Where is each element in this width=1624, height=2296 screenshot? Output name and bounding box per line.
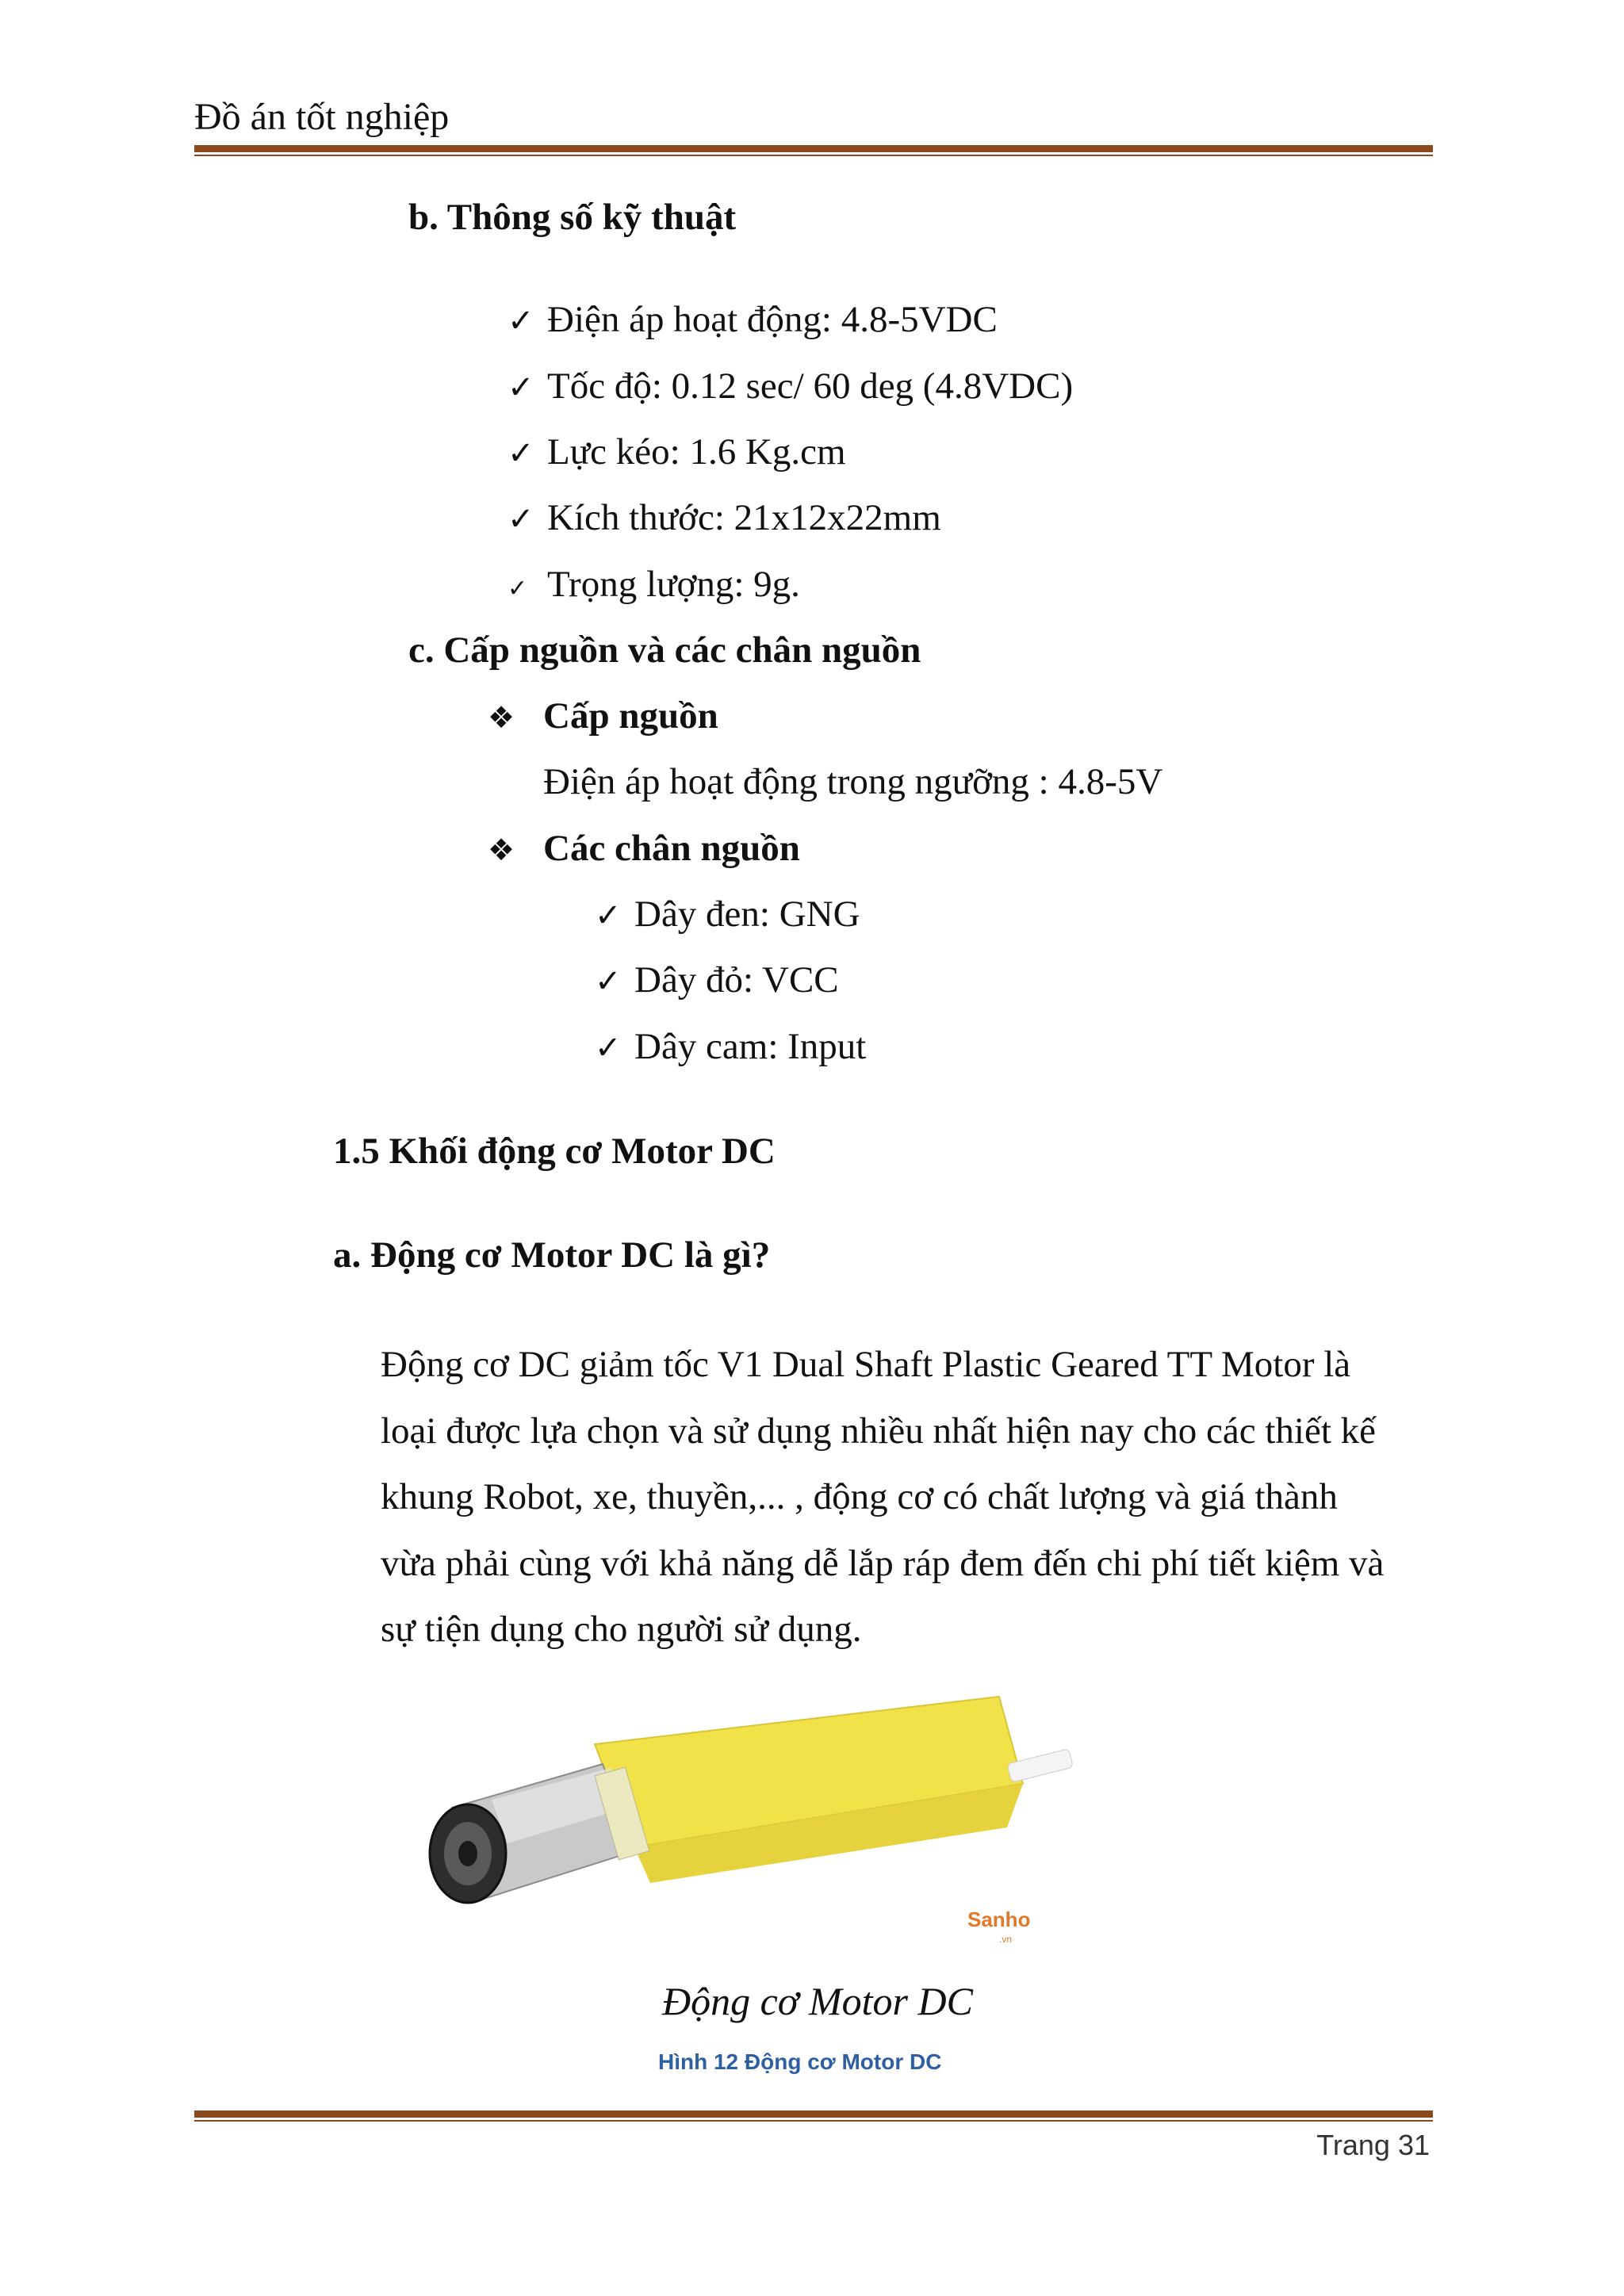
page-number: Trang 31 [1316, 2129, 1430, 2161]
power-text: Điện áp hoạt động trong ngưỡng : 4.8-5V [543, 761, 1163, 802]
pin-item [595, 1023, 866, 1072]
paragraph-line: loại được lựa chọn và sử dụng nhiều nhất hiện nay cho các thiết kế [381, 1410, 1377, 1452]
section-c-heading: c. Cấp nguồn và các chân nguồn [408, 629, 921, 671]
section-1-5-heading: 1.5 Khối động cơ Motor DC [333, 1131, 776, 1172]
header-title: Đồ án tốt nghiệp [194, 96, 450, 138]
header-rule-thick [194, 145, 1433, 152]
header-rule-thin [194, 155, 1433, 156]
pin-item-text: Dây đỏ: VCC [634, 959, 839, 1001]
pins-heading [488, 825, 800, 874]
figure-caption: Động cơ Motor DC [662, 1979, 973, 2023]
footer-rule-thin [194, 2120, 1433, 2122]
diamond-bullet-icon: ❖ [488, 832, 515, 867]
spec-item-text: Kích thước: 21x12x22mm [547, 497, 941, 538]
figure-label: Hình 12 Động cơ Motor DC [658, 2049, 942, 2074]
pin-item-text: Dây cam: Input [634, 1026, 867, 1067]
check-icon: ✓ [595, 897, 622, 934]
check-icon: ✓ [508, 369, 534, 406]
spec-item [508, 494, 941, 543]
check-icon: ✓ [595, 963, 622, 1000]
motor-image [396, 1689, 1094, 1950]
spec-item [508, 561, 800, 613]
check-icon: ✓ [508, 435, 534, 472]
check-icon: ✓ [508, 303, 534, 339]
diamond-bullet-icon: ❖ [488, 700, 515, 735]
spec-item-text: Điện áp hoạt động: 4.8-5VDC [547, 299, 998, 340]
section-a-heading: a. Động cơ Motor DC là gì? [333, 1234, 771, 1276]
check-icon: ✓ [508, 501, 534, 538]
pins-heading-text: Các chân nguồn [543, 828, 800, 869]
paragraph-line: vừa phải cùng với khả năng dễ lắp ráp đem đến chi phí tiết kiệm và [381, 1542, 1385, 1584]
pin-item-text: Dây đen: GNG [634, 894, 860, 935]
spec-item-text: Trọng lượng: 9g. [547, 564, 800, 605]
power-heading-text: Cấp nguồn [543, 695, 718, 737]
power-heading [488, 692, 718, 741]
check-icon: ✓ [508, 575, 528, 603]
paragraph-line: sự tiện dụng cho người sử dụng. [381, 1609, 862, 1650]
watermark-text: Sanho [967, 1908, 1031, 1931]
description-paragraph [381, 1332, 1435, 1663]
spec-item-text: Lực kéo: 1.6 Kg.cm [547, 431, 846, 473]
section-b-heading: b. Thông số kỹ thuật [408, 197, 737, 238]
spec-item [508, 296, 998, 345]
footer-rule-thick [194, 2110, 1433, 2118]
spec-item-text: Tốc độ: 0.12 sec/ 60 deg (4.8VDC) [547, 365, 1074, 407]
watermark-sub-text: .vn [999, 1934, 1013, 1945]
check-icon: ✓ [595, 1030, 622, 1066]
spec-item [508, 428, 846, 477]
pin-item [595, 956, 839, 1005]
paragraph-line: khung Robot, xe, thuyền,... , động cơ có chất lượng và giá thành [381, 1476, 1338, 1517]
paragraph-line: Động cơ DC giảm tốc V1 Dual Shaft Plastic Geared TT Motor là [381, 1344, 1351, 1385]
spec-item [508, 362, 1073, 411]
pin-item [595, 890, 860, 939]
